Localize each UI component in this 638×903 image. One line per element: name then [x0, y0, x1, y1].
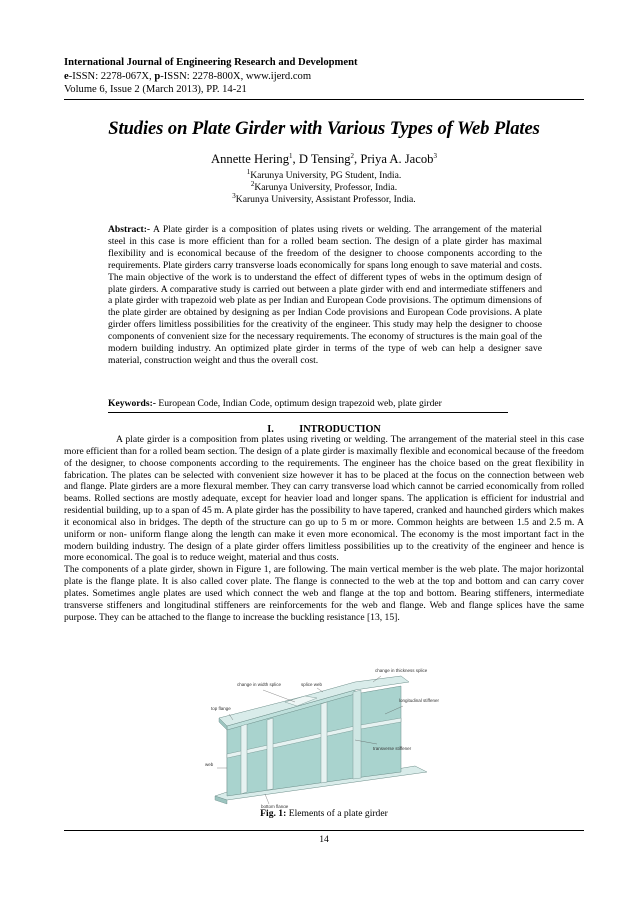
label-web: web — [205, 762, 214, 767]
label-change-width: change in width splice — [237, 682, 282, 687]
paragraph-1: A plate girder is a composition from plates using riveting or welding. The arrangement of the material steel in this case more efficient than for a rolled beam section. The design of a plate girder is maximally flexible and economical because of the freedom of the designer, to choose components according to the requirements. The engineer has the choice based on the great flexibility in fabrication. The plates can be selected with convenient size however it has to be placed at the focus on the connection between web and flange. Plate girders are a more flexural member. They can carry transverse load which cannot be carried economically from rolled beams. Rolled sections are mostly adequate, except for heavier load and longer spans. The application is efficient for industrial and residential building, up to a span of 45 m. A plate girder has the possibility to have tapered, cranked and haunched girders which makes it economical also in bridges. The depth of the structure can go up to 5 m or more. Common heights are between 1.5 and 2.5 m. A uniform or non- uniform flange along the length can make it even more economical. The economy is the most important fact in the modern building industry. The design of a plate girder offers limitless possibilities up to the creativity of the engineer and hence is more economical. The goal is to reduce weight, material and thus costs. — [64, 434, 584, 564]
abstract-text: A Plate girder is a composition of plates using rivets or welding. The arrangement of the material steel in this case is more efficient than for a rolled beam section. The design of a plate girder has maximal flexibility and is economical because of the freedom of the designer to choose components according to the requirements. Plate girders carry transverse loads economically for spans long enough to save material and costs. The main objective of the work is to understand the effect of different types of webs in the optimum design of plate girders. A comparative study is carried out between a plate girder with end and intermediate stiffeners and a plate girder with trapezoid web plate as per Indian and European Code provisions. The optimum dimensions of the plate girder are obtained by designing as per Indian Code provisions and European Code provisions. A plate girder offers limitless possibilities for the creativity of the engineer. This study may help the designer to choose components of convenient size for the necessary requirements. The economy of structures is the main goal of the modern building industry. An optimized plate girder in terms of the type of web can help a designer save material, construction weight and thus the overall cost. — [108, 224, 542, 366]
web-splice — [353, 690, 361, 779]
affiliation-1: $^1$Karunya University, PG Student, India. — [246, 167, 402, 181]
page-number: 14 — [319, 834, 329, 845]
affiliation-3: $^3$Karunya University, Assistant Professor, India. — [232, 191, 416, 205]
abstract — [108, 224, 542, 367]
keywords-label: Keywords:- — [108, 398, 156, 409]
abstract-label: Abstract:- — [108, 224, 151, 235]
footer-rule — [64, 830, 584, 831]
label-splice-web: splice web — [301, 682, 323, 687]
caption-label: Fig. 1: — [260, 808, 287, 819]
author-2: D Tensing$^2$, — [298, 151, 361, 166]
author-1: Annette Hering$^1$, — [211, 151, 299, 166]
section-title: INTRODUCTION — [299, 424, 381, 435]
keywords-rule — [108, 412, 508, 413]
section-number: I. — [267, 424, 274, 435]
journal-name: International Journal of Engineering Research and Development — [64, 57, 358, 68]
keywords — [108, 398, 542, 413]
label-top-flange: top flange — [211, 706, 231, 711]
transverse-stiffener-3 — [321, 702, 327, 783]
journal-issn: e-ISSN: 2278-067X, p-ISSN: 2278-800X, www.ijerd.com — [64, 70, 312, 82]
page-footer — [64, 830, 584, 845]
paper-title: Studies on Plate Girder with Various Types of Web Plates — [108, 118, 540, 139]
header-rule — [64, 99, 584, 100]
affiliation-2: $^2$Karunya University, Professor, India. — [250, 179, 398, 193]
transverse-stiffener-1 — [241, 724, 247, 794]
journal-volume: Volume 6, Issue 2 (March 2013), PP. 14-21 — [64, 84, 247, 96]
plate-girder-figure — [205, 668, 445, 808]
caption-text: Elements of a plate girder — [288, 808, 388, 819]
journal-header — [64, 56, 584, 100]
body-text — [64, 434, 584, 624]
author-3: Priya A. Jacob$^3$ — [360, 151, 437, 166]
label-longitudinal: longitudinal stiffener — [399, 698, 439, 703]
figure-caption — [64, 808, 584, 819]
transverse-stiffener-2 — [267, 718, 273, 790]
keywords-text: European Code, Indian Code, optimum design trapezoid web, plate girder — [158, 398, 442, 409]
paragraph-2: The components of a plate girder, shown in Figure 1, are following. The main vertical member is the web plate. The major horizontal plate is the flange plate. It is also called cover plate. The flange is connected to the web at the top and bottom and can carry cover plates. Sometimes angle plates are used which connect the web and flange at the top and bottom. Bearing stiffeners, intermediate transverse stiffeners and longitudinal stiffeners are reinforcements for the web and flange. Web and flange splices have the same purpose. They can be attached to the flange to increase the buckling resistance [13, 15]. — [64, 564, 584, 623]
label-bottom-flange: bottom flange — [261, 804, 289, 808]
author-line — [64, 152, 584, 167]
label-change-thickness: change in thickness splice — [375, 668, 428, 673]
label-transverse: transverse stiffener — [373, 746, 412, 751]
